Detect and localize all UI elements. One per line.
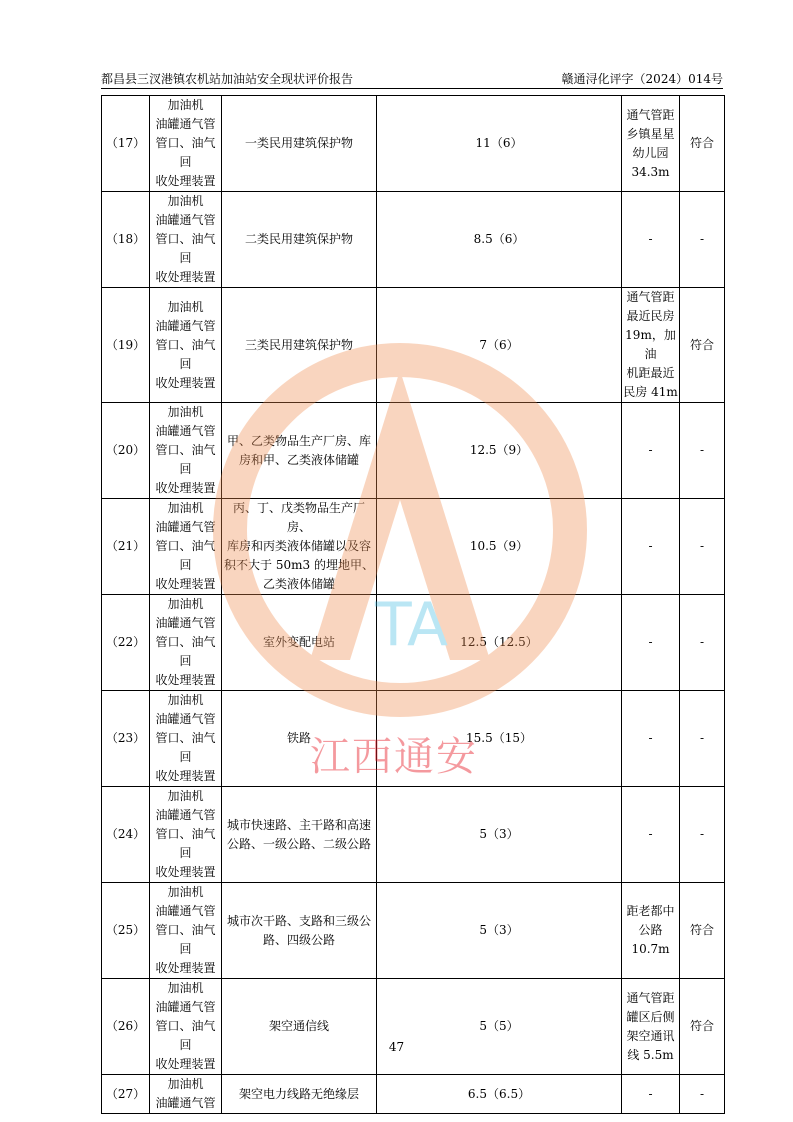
protected-object-cell: 室外变配电站 <box>222 595 377 691</box>
facility-cell: 加油机 油罐通气管 管口、油气回 收处理装置 <box>150 883 222 979</box>
actual-distance-cell: - <box>622 403 680 499</box>
page-number: 47 <box>388 1040 405 1054</box>
actual-distance-cell: 通气管距 乡镇星星 幼儿园 34.3m <box>622 96 680 192</box>
result-cell: - <box>680 499 725 595</box>
header-report-title: 都昌县三汊港镇农机站加油站安全现状评价报告 <box>101 71 354 86</box>
table-row <box>102 787 725 883</box>
table-row <box>102 96 725 192</box>
actual-distance-cell: 通气管距 最近民房 19m，加油 机距最近 民房 41m <box>622 288 680 403</box>
row-number: （25） <box>102 883 150 979</box>
watermark-text: 江西通安 <box>310 734 478 780</box>
row-number: （17） <box>102 96 150 192</box>
table-row <box>102 403 725 499</box>
actual-distance-cell: - <box>622 1075 680 1114</box>
row-number: （24） <box>102 787 150 883</box>
actual-distance-cell: - <box>622 595 680 691</box>
result-cell: 符合 <box>680 883 725 979</box>
facility-cell: 加油机 油罐通气管 管口、油气回 收处理装置 <box>150 96 222 192</box>
standard-distance-cell: 12.5（9） <box>377 403 622 499</box>
header-rule <box>101 88 723 89</box>
watermark-letters: TA <box>375 590 449 660</box>
row-number: （22） <box>102 595 150 691</box>
standard-distance-cell: 5（3） <box>377 787 622 883</box>
header-doc-number: 赣通浔化评字（2024）014号 <box>561 71 723 86</box>
actual-distance-cell: - <box>622 192 680 288</box>
protected-object-cell: 城市快速路、主干路和高速 公路、一级公路、二级公路 <box>222 787 377 883</box>
standard-distance-cell: 12.5（12.5） <box>377 595 622 691</box>
actual-distance-cell: - <box>622 787 680 883</box>
page-header <box>101 69 723 87</box>
result-cell: - <box>680 1075 725 1114</box>
table-row <box>102 192 725 288</box>
standard-distance-cell: 11（6） <box>377 96 622 192</box>
facility-cell: 加油机 油罐通气管 管口、油气回 收处理装置 <box>150 595 222 691</box>
protected-object-cell: 三类民用建筑保护物 <box>222 288 377 403</box>
table-row <box>102 595 725 691</box>
table-row <box>102 499 725 595</box>
facility-cell: 加油机 油罐通气管 管口、油气回 收处理装置 <box>150 787 222 883</box>
table-row <box>102 883 725 979</box>
facility-cell: 加油机 油罐通气管 管口、油气回 收处理装置 <box>150 979 222 1075</box>
result-cell: 符合 <box>680 96 725 192</box>
result-cell: - <box>680 595 725 691</box>
distance-check-table <box>101 95 725 1114</box>
protected-object-cell: 铁路 <box>222 691 377 787</box>
protected-object-cell: 甲、乙类物品生产厂房、库 房和甲、乙类液体储罐 <box>222 403 377 499</box>
result-cell: - <box>680 192 725 288</box>
protected-object-cell: 架空通信线 <box>222 979 377 1075</box>
result-cell: - <box>680 691 725 787</box>
actual-distance-cell: 距老都中 公路 10.7m <box>622 883 680 979</box>
standard-distance-cell: 8.5（6） <box>377 192 622 288</box>
row-number: （19） <box>102 288 150 403</box>
row-number: （20） <box>102 403 150 499</box>
table-row <box>102 1075 725 1114</box>
result-cell: - <box>680 403 725 499</box>
standard-distance-cell: 6.5（6.5） <box>377 1075 622 1114</box>
facility-cell: 加油机 油罐通气管 管口、油气回 收处理装置 <box>150 691 222 787</box>
table-row <box>102 288 725 403</box>
standard-distance-cell: 5（3） <box>377 883 622 979</box>
standard-distance-cell: 5（5） <box>377 979 622 1075</box>
actual-distance-cell: - <box>622 499 680 595</box>
protected-object-cell: 一类民用建筑保护物 <box>222 96 377 192</box>
protected-object-cell: 架空电力线路无绝缘层 <box>222 1075 377 1114</box>
standard-distance-cell: 7（6） <box>377 288 622 403</box>
row-number: （21） <box>102 499 150 595</box>
table-row <box>102 691 725 787</box>
actual-distance-cell: - <box>622 691 680 787</box>
standard-distance-cell: 15.5（15） <box>377 691 622 787</box>
facility-cell: 加油机 油罐通气管 管口、油气回 收处理装置 <box>150 403 222 499</box>
protected-object-cell: 丙、丁、戊类物品生产厂房、 库房和丙类液体储罐以及容 积不大于 50m3 的埋地甲、 乙类液体储罐 <box>222 499 377 595</box>
standard-distance-cell: 10.5（9） <box>377 499 622 595</box>
result-cell: 符合 <box>680 288 725 403</box>
row-number: （27） <box>102 1075 150 1114</box>
facility-cell: 加油机 油罐通气管 管口、油气回 收处理装置 <box>150 192 222 288</box>
facility-cell: 加油机 油罐通气管 管口、油气回 收处理装置 <box>150 499 222 595</box>
row-number: （26） <box>102 979 150 1075</box>
actual-distance-cell: 通气管距 罐区后侧 架空通讯 线 5.5m <box>622 979 680 1075</box>
protected-object-cell: 二类民用建筑保护物 <box>222 192 377 288</box>
row-number: （23） <box>102 691 150 787</box>
protected-object-cell: 城市次干路、支路和三级公 路、四级公路 <box>222 883 377 979</box>
facility-cell: 加油机 油罐通气管 管口、油气回 收处理装置 <box>150 288 222 403</box>
result-cell: - <box>680 787 725 883</box>
result-cell: 符合 <box>680 979 725 1075</box>
row-number: （18） <box>102 192 150 288</box>
table-row <box>102 979 725 1075</box>
facility-cell: 加油机 油罐通气管 <box>150 1075 222 1114</box>
